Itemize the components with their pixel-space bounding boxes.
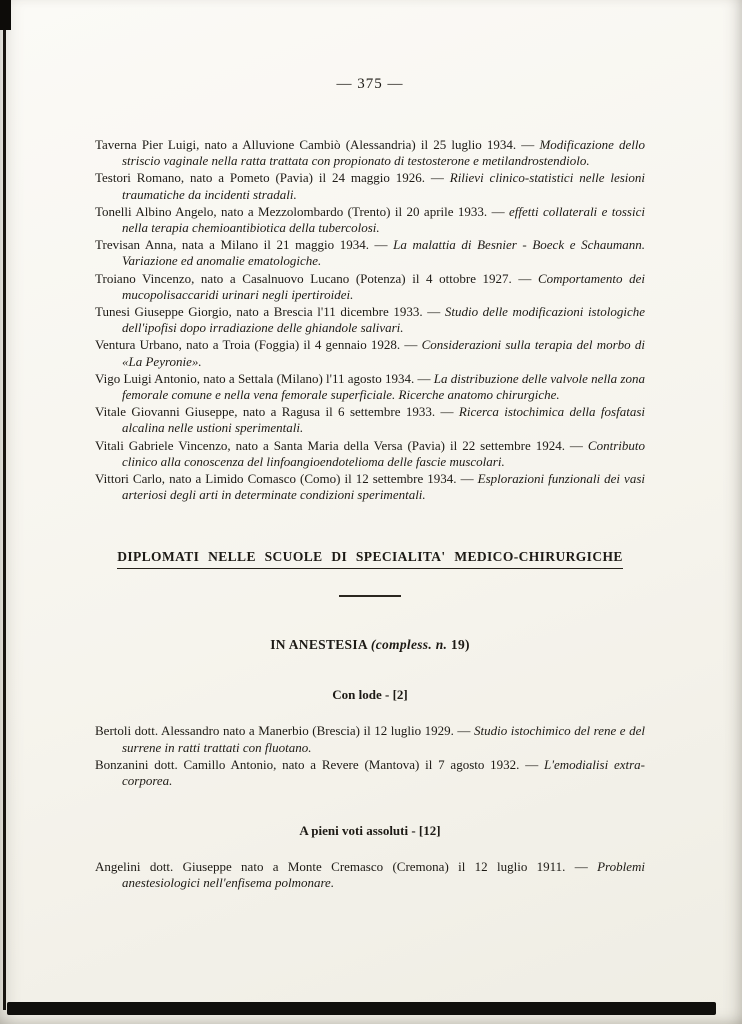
entry-thesis: Considerazioni sulla terapia del morbo di «La Peyronie». (122, 337, 645, 369)
graduate-entry (95, 337, 645, 369)
section-heading (95, 549, 645, 569)
section-divider (339, 595, 401, 597)
entry-head: Bertoli dott. Alessandro nato a Manerbio (Brescia) il 12 luglio 1929. — (95, 723, 474, 739)
graduate-entry (95, 471, 645, 503)
con-lode-list (95, 723, 645, 789)
graduate-entry (95, 271, 645, 303)
entry-thesis: Ricerca istochimica della fosfatasi alcalina nelle ustioni sperimentali. (122, 404, 645, 436)
entry-thesis: Contributo clinico alla conoscenza del linfoangioendotelioma delle fascie muscolari. (122, 437, 645, 469)
scan-edge-left (3, 22, 6, 1010)
entry-thesis: effetti collaterali e tossici nella terapia chemioantibiotica della tubercolosi. (122, 203, 645, 236)
entry-head: Trevisan Anna, nata a Milano il 21 maggio 1934. — (95, 237, 394, 253)
specialty-name: IN ANESTESIA (270, 637, 368, 653)
entry-thesis: Comportamento dei mucopolisaccaridi urinari negli ipertiroidei. (122, 270, 645, 302)
entry-thesis: Modificazione dello striscio vaginale nella ratta trattata con propionato di testosterone e metilandrostendiolo. (122, 137, 645, 169)
entry-head: Vittori Carlo, nato a Limido Comasco (Como) il 12 settembre 1934. — (95, 471, 478, 487)
entry-thesis: Studio istochimico del rene e del surrene in ratti trattati con fluotano. (122, 723, 645, 755)
graduate-entry (95, 757, 645, 789)
entry-head: Angelini dott. Giuseppe nato a Monte Cremasco (Cremona) il 12 luglio 1911. — (95, 859, 598, 875)
graduate-entry (95, 304, 645, 336)
section-heading-text: DIPLOMATI NELLE SCUOLE DI SPECIALITA' MEDICO-CHIRURGICHE (117, 549, 623, 569)
graduates-list (95, 137, 645, 503)
scan-corner-mark (0, 0, 11, 30)
graduate-entry (95, 371, 645, 403)
page-content (95, 0, 645, 893)
entry-head: Troiano Vincenzo, nato a Casalnuovo Lucano (Potenza) il 4 ottobre 1927. — (95, 270, 538, 286)
entry-head: Ventura Urbano, nato a Troia (Foggia) il 4 gennaio 1928. — (95, 337, 422, 353)
entry-head: Taverna Pier Luigi, nato a Alluvione Cambiò (Alessandria) il 25 luglio 1934. — (95, 137, 540, 152)
graduate-entry (95, 237, 645, 269)
entry-head: Vitali Gabriele Vincenzo, nato a Santa Maria della Versa (Pavia) il 22 settembre 1924. — (95, 437, 588, 453)
graduate-entry (95, 204, 645, 236)
specialty-count: 19) (450, 637, 470, 653)
pieni-voti-list (95, 859, 645, 891)
entry-thesis: La malattia di Besnier - Boeck e Schaumann. Variazione ed anomalie ematologiche. (122, 237, 645, 269)
entry-head: Bonzanini dott. Camillo Antonio, nato a Revere (Mantova) il 7 agosto 1932. — (95, 756, 544, 772)
specialty-heading (95, 637, 645, 653)
entry-head: Vitale Giovanni Giuseppe, nato a Ragusa il 6 settembre 1933. — (95, 404, 459, 420)
graduate-entry (95, 859, 645, 891)
entry-head: Tonelli Albino Angelo, nato a Mezzolombardo (Trento) il 20 aprile 1933. — (95, 203, 509, 219)
entry-thesis: Studio delle modificazioni istologiche dell'ipofisi dopo irradiazione delle ghiandole salivari. (122, 304, 645, 336)
honor-heading-con-lode: Con lode - [2] (332, 687, 408, 703)
entry-thesis: Esplorazioni funzionali dei vasi arteriosi degli arti in determinate condizioni sperimentali. (122, 471, 645, 503)
entry-thesis: L'emodialisi extra-corporea. (122, 756, 646, 789)
entry-thesis: La distribuzione delle valvole nella zona femorale comune e nella vena femorale superficiale. Ricerche anatomo chirurgiche. (122, 370, 645, 403)
entry-head: Tunesi Giuseppe Giorgio, nato a Brescia l'11 dicembre 1933. — (95, 304, 445, 320)
graduate-entry (95, 438, 645, 470)
graduate-entry (95, 404, 645, 436)
entry-thesis: Rilievi clinico-statistici nelle lesioni traumatiche da incidenti stradali. (122, 170, 645, 202)
entry-head: Testori Romano, nato a Pometo (Pavia) il 24 maggio 1926. — (95, 170, 450, 186)
entry-head: Vigo Luigi Antonio, nato a Settala (Milano) l'11 agosto 1934. — (95, 370, 434, 386)
honor-heading-pieni-voti: A pieni voti assoluti - [12] (299, 823, 441, 839)
page-number: — 375 — (336, 76, 404, 92)
graduate-entry (95, 170, 645, 202)
graduate-entry (95, 723, 645, 755)
graduate-entry (95, 137, 645, 169)
entry-thesis: Problemi anestesiologici nell'enfisema polmonare. (122, 859, 645, 891)
scan-edge-bottom (7, 1002, 716, 1015)
specialty-detail: (compless. n. (370, 637, 448, 653)
